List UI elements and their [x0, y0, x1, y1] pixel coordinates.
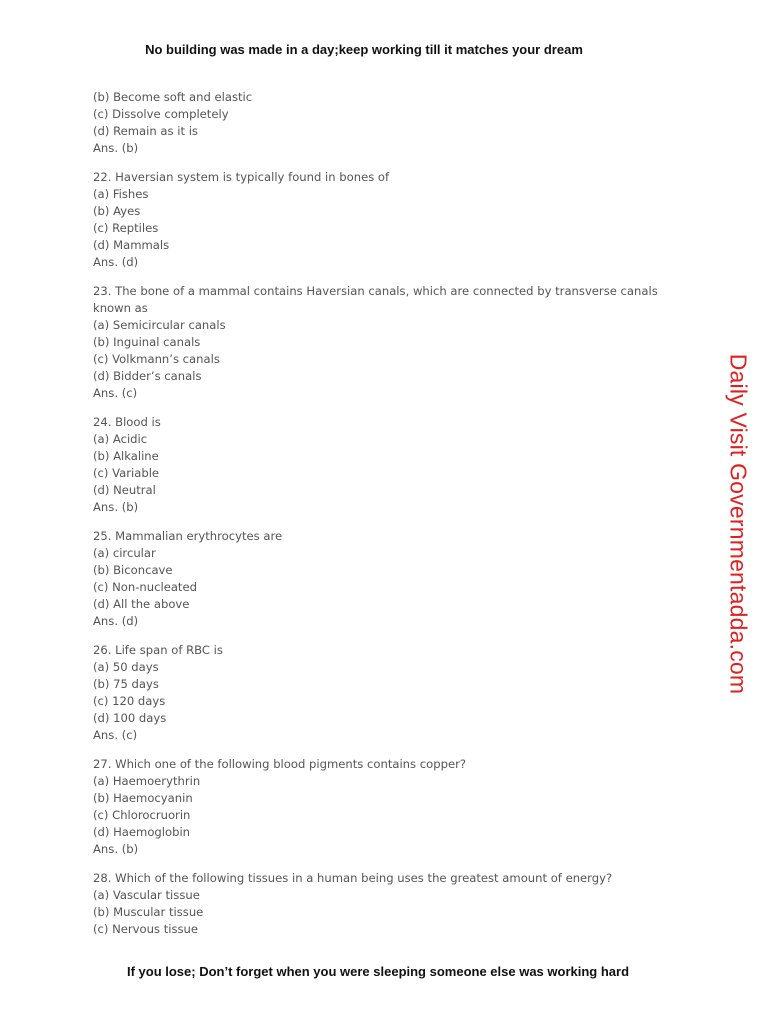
question-text: 22. Haversian system is typically found in bones of	[93, 170, 390, 184]
question-block	[93, 870, 673, 938]
option-line: (d) Bidder’s canals	[93, 369, 202, 383]
question-list	[93, 89, 673, 950]
page-footer: If you lose; Don’t forget when you were sleeping someone else was working hard	[126, 964, 630, 979]
option-line: (a) circular	[93, 546, 156, 560]
option-line: (c) Chlorocruorin	[93, 808, 191, 822]
option-line: (d) 100 days	[93, 711, 167, 725]
option-line: (b) Alkaline	[93, 449, 159, 463]
question-block	[93, 414, 673, 516]
option-line: (c) Volkmann’s canals	[93, 352, 220, 366]
option-line: (a) 50 days	[93, 660, 159, 674]
question-block	[93, 528, 673, 630]
side-watermark: Daily Visit Governmentadda.com	[725, 353, 752, 695]
question-text: 24. Blood is	[93, 415, 161, 429]
option-line: (a) Vascular tissue	[93, 888, 200, 902]
option-line: (a) Haemoerythrin	[93, 774, 201, 788]
option-line: (d) Neutral	[93, 483, 156, 497]
question-text: 23. The bone of a mammal contains Haversian canals, which are connected by transverse canals known as	[93, 284, 662, 315]
option-line: (c) Nervous tissue	[93, 922, 199, 936]
option-line: (d) Remain as it is	[93, 124, 198, 138]
question-block	[93, 642, 673, 744]
option-line: (d) Haemoglobin	[93, 825, 191, 839]
answer-line: Ans. (b)	[93, 842, 139, 856]
option-line: (b) Inguinal canals	[93, 335, 201, 349]
question-text: 28. Which of the following tissues in a human being uses the greatest amount of energy?	[93, 871, 613, 885]
option-line: (c) 120 days	[93, 694, 166, 708]
option-line: (a) Acidic	[93, 432, 148, 446]
answer-line: Ans. (d)	[93, 614, 139, 628]
option-line: (b) Muscular tissue	[93, 905, 204, 919]
page-header: No building was made in a day;keep working till it matches your dream	[145, 42, 583, 57]
answer-line: Ans. (d)	[93, 255, 139, 269]
option-line: (b) Biconcave	[93, 563, 173, 577]
option-line: (c) Non-nucleated	[93, 580, 197, 594]
option-line: (b) Haemocyanin	[93, 791, 193, 805]
question-text: 25. Mammalian erythrocytes are	[93, 529, 283, 543]
question-block	[93, 89, 673, 157]
option-line: (c) Reptiles	[93, 221, 159, 235]
option-line: (c) Dissolve completely	[93, 107, 229, 121]
question-text: 26. Life span of RBC is	[93, 643, 223, 657]
option-line: (a) Fishes	[93, 187, 149, 201]
question-block	[93, 756, 673, 858]
option-line: (b) Ayes	[93, 204, 141, 218]
option-line: (b) 75 days	[93, 677, 159, 691]
option-line: (d) Mammals	[93, 238, 170, 252]
question-text: 27. Which one of the following blood pigments contains copper?	[93, 757, 466, 771]
answer-line: Ans. (b)	[93, 500, 139, 514]
option-line: (b) Become soft and elastic	[93, 90, 253, 104]
option-line: (a) Semicircular canals	[93, 318, 226, 332]
question-block	[93, 283, 673, 402]
question-block	[93, 169, 673, 271]
answer-line: Ans. (c)	[93, 386, 138, 400]
answer-line: Ans. (b)	[93, 141, 139, 155]
option-line: (c) Variable	[93, 466, 160, 480]
answer-line: Ans. (c)	[93, 728, 138, 742]
option-line: (d) All the above	[93, 597, 190, 611]
